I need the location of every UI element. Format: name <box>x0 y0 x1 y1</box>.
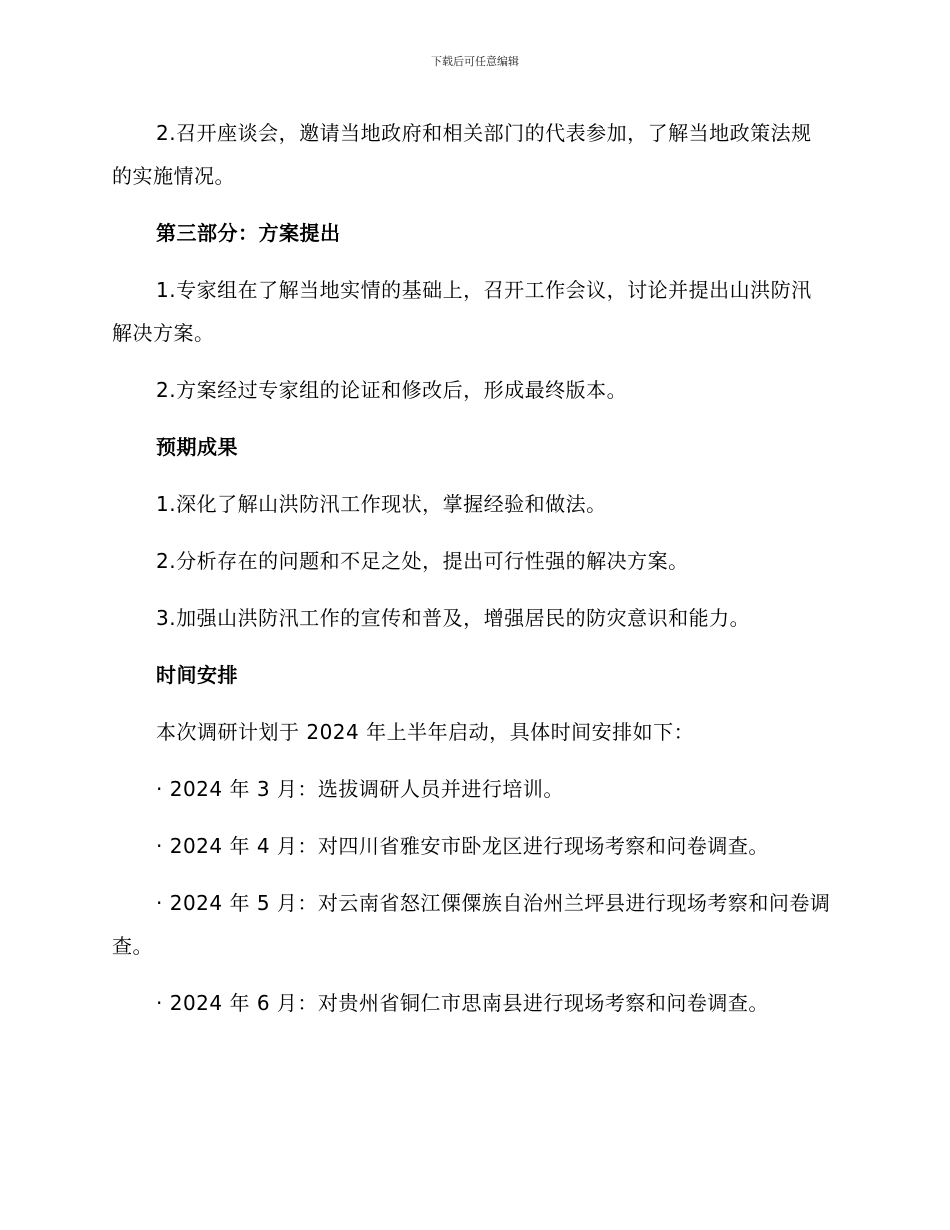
page-header: 下载后可任意编辑 <box>431 55 519 68</box>
schedule-item-june: · 2024 年 6 月：对贵州省铜仁市思南县进行现场考察和问卷调查。 <box>156 991 769 1015</box>
paragraph-symposium: 2.召开座谈会，邀请当地政府和相关部门的代表参加，了解当地政策法规的实施情况。 <box>112 121 812 188</box>
schedule-item-march: · 2024 年 3 月：选拔调研人员并进行培训。 <box>156 777 564 801</box>
paragraph-result-3: 3.加强山洪防汛工作的宣传和普及，增强居民的防灾意识和能力。 <box>156 606 751 630</box>
section-heading-part-three: 第三部分：方案提出 <box>156 221 341 245</box>
paragraph-schedule-intro: 本次调研计划于 2024 年上半年启动，具体时间安排如下： <box>156 720 695 744</box>
paragraph-expert-meeting: 1.专家组在了解当地实情的基础上，召开工作会议，讨论并提出山洪防汛解决方案。 <box>112 278 812 345</box>
schedule-item-april: · 2024 年 4 月：对四川省雅安市卧龙区进行现场考察和问卷调查。 <box>156 834 769 858</box>
schedule-item-may: · 2024 年 5 月：对云南省怒江傈僳族自治州兰坪县进行现场考察和问卷调查。 <box>112 891 831 958</box>
paragraph-final-version: 2.方案经过专家组的论证和修改后，形成最终版本。 <box>156 378 628 402</box>
paragraph-result-1: 1.深化了解山洪防汛工作现状，掌握经验和做法。 <box>156 492 607 516</box>
section-heading-expected-results: 预期成果 <box>156 435 238 459</box>
paragraph-result-2: 2.分析存在的问题和不足之处，提出可行性强的解决方案。 <box>156 549 689 573</box>
section-heading-schedule: 时间安排 <box>156 663 238 687</box>
document-body <box>112 112 832 1039</box>
